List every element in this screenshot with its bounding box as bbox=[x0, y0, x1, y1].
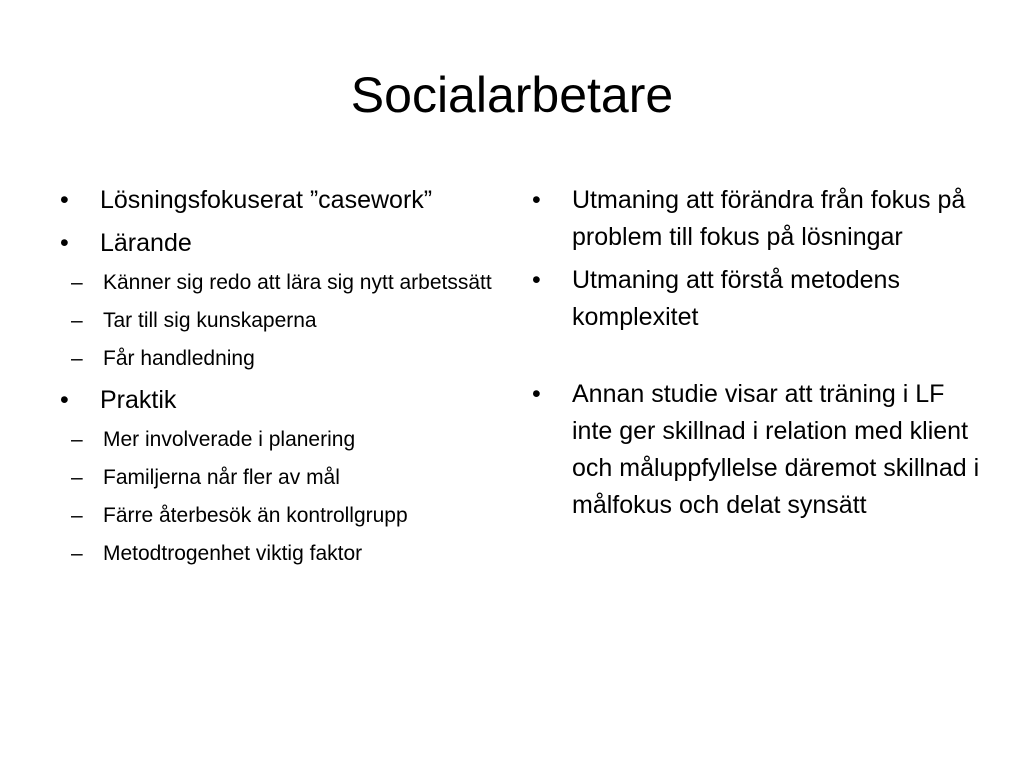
dash-icon: – bbox=[71, 466, 83, 489]
bullet-icon: • bbox=[60, 229, 69, 257]
list-item-text: Praktik bbox=[100, 386, 177, 414]
sub-list-item-text: Tar till sig kunskaperna bbox=[103, 309, 317, 332]
bullet-icon: • bbox=[532, 186, 541, 214]
dash-icon: – bbox=[71, 428, 83, 451]
bullet-list-left bbox=[58, 182, 498, 569]
sub-list-item-text: Får handledning bbox=[103, 347, 255, 370]
list-item-text: Lösningsfokuserat ”casework” bbox=[100, 186, 433, 214]
sub-list-item-text: Färre återbesök än kontrollgrupp bbox=[103, 504, 408, 527]
sub-list bbox=[58, 425, 498, 569]
sub-list-container bbox=[58, 425, 498, 569]
list-item bbox=[530, 376, 980, 524]
sub-list-item bbox=[58, 539, 498, 569]
sub-list bbox=[58, 268, 498, 374]
list-item bbox=[58, 382, 498, 419]
sub-list-item bbox=[58, 306, 498, 336]
sub-list-item bbox=[58, 344, 498, 374]
left-column bbox=[58, 182, 498, 577]
bullet-icon: • bbox=[60, 386, 69, 414]
sub-list-item-text: Familjerna når fler av mål bbox=[103, 466, 340, 489]
dash-icon: – bbox=[71, 542, 83, 565]
bullet-icon: • bbox=[532, 380, 541, 408]
dash-icon: – bbox=[71, 271, 83, 294]
dash-icon: – bbox=[71, 504, 83, 527]
dash-icon: – bbox=[71, 347, 83, 370]
bullet-list-right bbox=[530, 182, 980, 524]
dash-icon: – bbox=[71, 309, 83, 332]
bullet-icon: • bbox=[60, 186, 69, 214]
list-item bbox=[530, 262, 980, 336]
sub-list-item bbox=[58, 463, 498, 493]
sub-list-item bbox=[58, 268, 498, 298]
sub-list-item-text: Mer involverade i planering bbox=[103, 428, 356, 451]
list-item-text: Utmaning att förändra från fokus på problem till fokus på lösningar bbox=[572, 186, 966, 251]
bullet-icon: • bbox=[532, 266, 541, 294]
list-item bbox=[58, 182, 498, 219]
list-item bbox=[530, 182, 980, 256]
list-item-text: Utmaning att förstå metodens komplexitet bbox=[572, 266, 900, 331]
right-column bbox=[530, 182, 980, 530]
sub-list-item bbox=[58, 501, 498, 531]
sub-list-item-text: Metodtrogenhet viktig faktor bbox=[103, 542, 363, 565]
list-item-text: Lärande bbox=[100, 229, 192, 257]
sub-list-item-text: Känner sig redo att lära sig nytt arbetssätt bbox=[103, 271, 492, 294]
sub-list-item bbox=[58, 425, 498, 455]
list-item-text: Annan studie visar att träning i LF inte ger skillnad i relation med klient och måluppfyllelse däremot skillnad i målfokus och delat synsätt bbox=[572, 380, 980, 519]
slide-title: Socialarbetare bbox=[350, 67, 674, 123]
list-item bbox=[58, 225, 498, 262]
sub-list-container bbox=[58, 268, 498, 374]
